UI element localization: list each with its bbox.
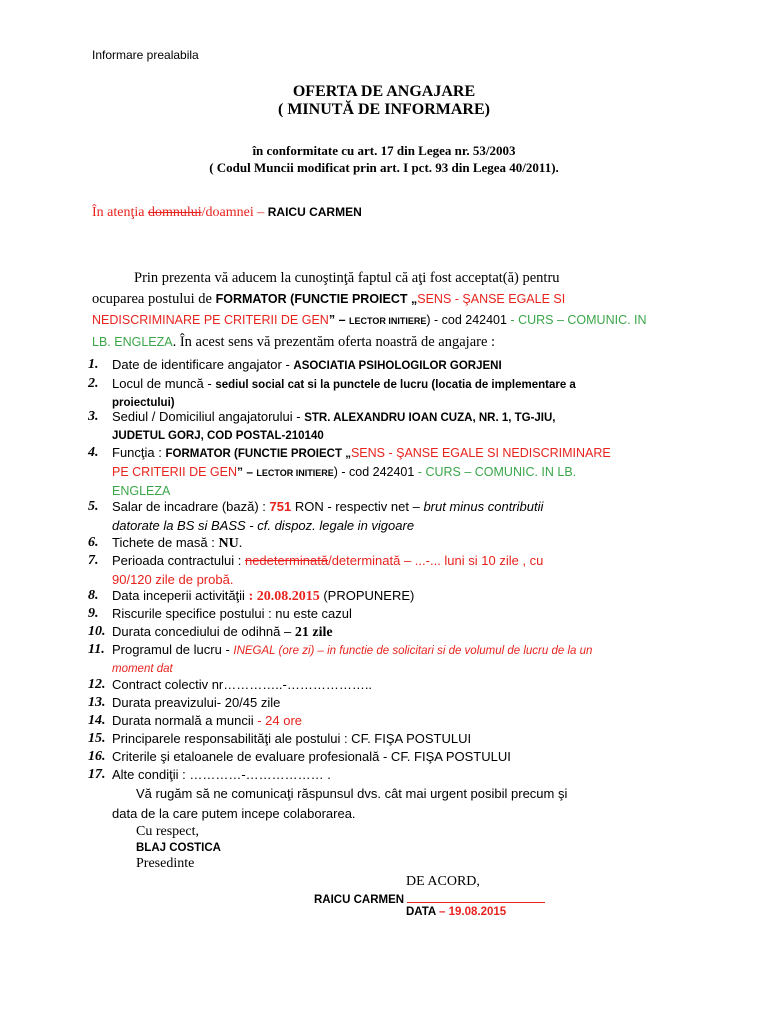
signature-line	[407, 890, 545, 903]
agreement-label: DE ACORD,	[406, 874, 480, 889]
agreement-date: DATA – 19.08.2015	[406, 906, 507, 918]
closing-paragraph: Vă rugăm să ne comunicaţi răspunsul dvs. cât mai urgent posibil precum şi	[136, 786, 568, 801]
list-item: 10. Durata concediului de odihnă – 21 zile	[88, 624, 333, 640]
list-item: 15. Principarele responsabilităţi ale postului : CF. FIŞA POSTULUI	[88, 731, 472, 746]
list-item: 12. Contract colectiv nr…………..-………………..	[88, 677, 373, 692]
signatory-role: Presedinte	[136, 856, 195, 871]
list-item: 8. Data inceperii activităţii : 20.08.2015 (PROPUNERE)	[88, 588, 415, 604]
list-item: 3. Sediul / Domiciliul angajatorului - STR. ALEXANDRU IOAN CUZA, NR. 1, TG-JIU, JUDETUL GORJ, COD POSTAL-210140	[88, 409, 556, 442]
list-item: 16. Criterile şi etaloanele de evaluare profesională - CF. FIŞA POSTULUI	[88, 749, 511, 764]
document-title: OFERTA DE ANGAJARE	[292, 83, 476, 100]
list-item: 7. Perioada contractului : nedeterminată/determinată – ...-... luni si 10 zile , cu 90/120 zile de probă.	[88, 553, 544, 587]
legal-reference: în conformitate cu art. 17 din Legea nr. 53/2003	[252, 143, 516, 158]
document-subtitle: ( MINUTĂ DE INFORMARE)	[278, 101, 490, 118]
list-item: 5. Salar de incadrare (bază) : 751 RON - respectiv net – brut minus contributii datorate la BS si BASS - cf. dispoz. legale in vigoare	[88, 499, 544, 533]
list-item: 2. Locul de muncă - sediul social cat si la punctele de lucru (locatia de implementare a proiectului)	[88, 376, 576, 409]
header-label: Informare prealabila	[92, 48, 199, 62]
intro-paragraph: Prin prezenta vă aducem la cunoştinţă faptul că aţi fost acceptat(ă) pentru ocuparea postului de FORMATOR (FUNCTIE PROIECT „SENS - ŞANSE EGALE SI NEDISCRIMINARE PE CRITERII DE GEN” – LECTOR INITIERE) - cod 242401 - CURS – COMUNIC. IN LB. ENGLEZA. În acest sens vă prezentăm oferta noastră de angajare :	[92, 270, 647, 350]
signatory-name: BLAJ COSTICA	[136, 842, 221, 854]
agreement-signature	[314, 890, 545, 906]
legal-reference-amendment: ( Codul Muncii modificat prin art. I pct. 93 din Legea 40/2011).	[209, 160, 559, 175]
list-item: 11. Programul de lucru - INEGAL (ore zi) – in functie de solicitari si de volumul de lucru de la un moment dat	[88, 642, 593, 675]
signature-block: Cu respect, BLAJ COSTICA Presedinte	[136, 824, 221, 871]
recipient-name: RAICU CARMEN	[267, 205, 362, 219]
struck-domnului: domnului	[147, 205, 202, 220]
list-item: 4. Funcţia : FORMATOR (FUNCTIE PROIECT „SENS - ŞANSE EGALE SI NEDISCRIMINARE PE CRITERII DE GEN” – LECTOR INITIERE) - cod 242401 - CURS – COMUNIC. IN LB. ENGLEZA	[88, 445, 611, 498]
list-item: 1. Date de identificare angajator - ASOCIATIA PSIHOLOGILOR GORJENI	[88, 357, 502, 372]
list-item: 13. Durata preavizului- 20/45 zile	[88, 695, 281, 710]
closing-paragraph-end: data de la care putem incepe colaborarea.	[112, 806, 356, 821]
list-item: 9. Riscurile specifice postului : nu este cazul	[88, 606, 352, 621]
agreement-name: RAICU CARMEN	[314, 894, 405, 906]
attention-line: În atenţia domnului/doamnei – RAICU CARMEN	[92, 205, 362, 220]
list-item: 14. Durata normală a muncii - 24 ore	[88, 713, 303, 728]
list-item: 17. Alte condiţii : …………-……………… .	[88, 767, 331, 782]
list-item: 6. Tichete de masă : NU.	[88, 535, 243, 551]
